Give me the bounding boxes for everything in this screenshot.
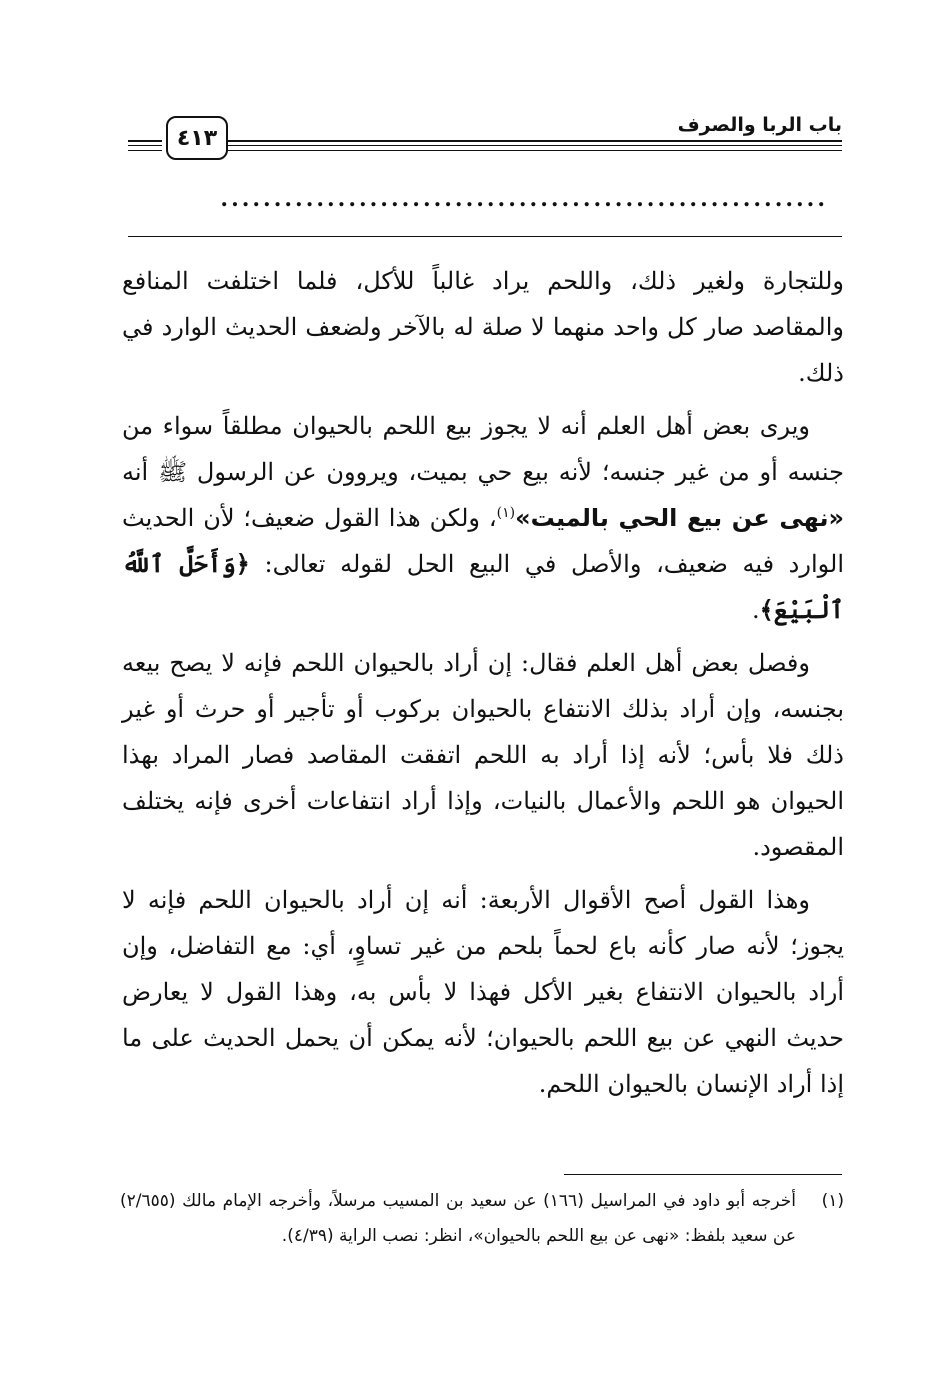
- quran-verse: ﴿وَأَحَلَّ ٱللَّهُ ٱلْبَيْعَ﴾: [122, 549, 844, 625]
- footnote: [120, 1184, 844, 1254]
- footnote-reference[interactable]: (١): [496, 505, 516, 522]
- chapter-title: باب الربا والصرف: [677, 114, 842, 136]
- header-rule: [226, 150, 842, 151]
- paragraph-end: .: [751, 596, 760, 625]
- paragraph: وفصل بعض أهل العلم فقال: إن أراد بالحيوان اللحم فإنه لا يصح بيعه بجنسه، وإن أراد بذلك الانتفاع بالحيوان بركوب أو تأجير أو حرث أو غير ذلك فلا بأس؛ لأنه إذا أراد به اللحم اتفقت المقاصد فصار المراد بهذا الحيوان هو اللحم والأعمال بالنيات، وإذا أراد انتفاعات أخرى فإنه يختلف المقصود.: [122, 648, 844, 862]
- main-text: [122, 258, 844, 1114]
- header-rule: [128, 145, 162, 146]
- header-rule: [128, 140, 162, 142]
- footnote-text: أخرجه أبو داود في المراسيل (١٦٦) عن سعيد بن المسيب مرسلاً، وأخرجه الإمام مالك (٢/٦٥٥) عن سعيد بلفظ: «نهى عن بيع اللحم بالحيوان»، انظر: نصب الراية (٤/٣٩).: [120, 1191, 796, 1246]
- dotted-separator: .........................................................: [220, 188, 828, 210]
- paragraph: وللتجارة ولغير ذلك، واللحم يراد غالباً للأكل، فلما اختلفت المنافع والمقاصد صار كل واحد منهما لا صلة له بالآخر ولضعف الحديث الوارد في ذلك.: [122, 267, 844, 388]
- top-divider: [128, 236, 842, 237]
- header-rule: [128, 150, 162, 151]
- footnote-number: (١): [821, 1191, 844, 1211]
- page-header: [128, 108, 842, 158]
- paragraph: [122, 403, 844, 634]
- hadith-quote: «نهى عن بيع الحي بالميت»: [515, 504, 844, 533]
- paragraph-text: ، ولكن هذا القول ضعيف؛ لأن الحديث الوارد فيه ضعيف، والأصل في البيع الحل لقوله تعالى:: [122, 504, 844, 579]
- header-rule: [226, 140, 842, 142]
- paragraph-text: ويرى بعض أهل العلم أنه لا يجوز بيع اللحم بالحيوان مطلقاً سواء من جنسه أو من غير جنسه؛ لأنه بيع حي بميت، ويروون عن الرسول ﷺ أنه: [122, 411, 845, 486]
- page-number: ٤١٣: [166, 116, 228, 160]
- header-rule: [226, 145, 842, 146]
- footnote-divider: [564, 1174, 842, 1175]
- paragraph: وهذا القول أصح الأقوال الأربعة: أنه إن أراد بالحيوان اللحم فإنه لا يجوز؛ لأنه صار كأنه باع لحماً بلحم من غير تساوٍ، أي: مع التفاضل، وإن أراد بالحيوان الانتفاع بغير الأكل فهذا لا بأس به، وهذا القول لا يعارض حديث النهي عن بيع اللحم بالحيوان؛ لأنه يمكن أن يحمل الحديث على ما إذا أراد الإنسان بالحيوان اللحم.: [122, 885, 844, 1099]
